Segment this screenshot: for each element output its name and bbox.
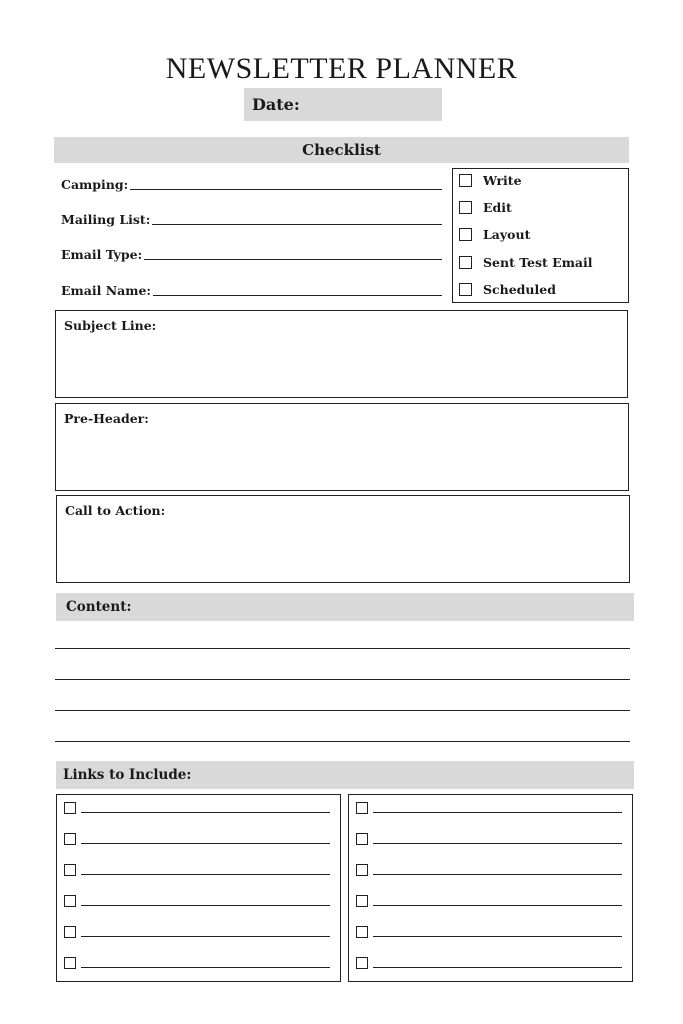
checkbox-icon[interactable]	[64, 926, 76, 938]
page-title: NEWSLETTER PLANNER	[165, 52, 518, 85]
link-row[interactable]	[356, 862, 622, 876]
link-line[interactable]	[373, 874, 622, 875]
subject-line-box[interactable]	[55, 310, 628, 398]
content-line[interactable]	[55, 710, 630, 711]
checklist-item-label: Layout	[483, 227, 531, 242]
checkbox-icon[interactable]	[64, 833, 76, 845]
mailing-list-field[interactable]	[61, 207, 442, 227]
checkbox-icon[interactable]	[356, 802, 368, 814]
checkbox-icon[interactable]	[356, 957, 368, 969]
checkbox-icon[interactable]	[459, 256, 472, 269]
email-type-label: Email Type:	[61, 247, 143, 262]
link-line[interactable]	[81, 967, 330, 968]
email-name-label: Email Name:	[61, 283, 152, 298]
checklist-item-label: Scheduled	[483, 282, 556, 297]
link-row[interactable]	[64, 831, 330, 845]
email-type-line[interactable]	[144, 259, 442, 260]
checklist-header: Checklist	[54, 137, 629, 163]
camping-label: Camping:	[61, 177, 129, 192]
checklist-item-label: Write	[483, 173, 522, 188]
email-name-line[interactable]	[153, 295, 442, 296]
link-line[interactable]	[81, 905, 330, 906]
checkbox-icon[interactable]	[356, 864, 368, 876]
checkbox-icon[interactable]	[459, 201, 472, 214]
link-line[interactable]	[81, 843, 330, 844]
content-line[interactable]	[55, 648, 630, 649]
link-row[interactable]	[356, 893, 622, 907]
link-line[interactable]	[373, 905, 622, 906]
checkbox-icon[interactable]	[459, 283, 472, 296]
link-line[interactable]	[81, 874, 330, 875]
mailing-list-line[interactable]	[152, 224, 442, 225]
link-row[interactable]	[64, 924, 330, 938]
content-line[interactable]	[55, 741, 630, 742]
link-line[interactable]	[373, 812, 622, 813]
subject-line-label: Subject Line:	[64, 318, 157, 333]
checklist-item-label: Edit	[483, 200, 512, 215]
checklist-box	[452, 168, 629, 303]
link-line[interactable]	[373, 936, 622, 937]
checklist-item-write[interactable]	[459, 173, 522, 188]
links-header: Links to Include:	[56, 761, 634, 789]
link-line[interactable]	[81, 812, 330, 813]
link-row[interactable]	[64, 955, 330, 969]
email-type-field[interactable]	[61, 242, 442, 262]
link-line[interactable]	[81, 936, 330, 937]
date-field[interactable]: Date:	[244, 88, 442, 121]
checkbox-icon[interactable]	[64, 957, 76, 969]
pre-header-label: Pre-Header:	[64, 411, 149, 426]
checklist-item-sent-test-email[interactable]	[459, 255, 593, 270]
links-box-right	[348, 794, 633, 982]
checklist-item-edit[interactable]	[459, 200, 512, 215]
camping-line[interactable]	[130, 189, 442, 190]
checkbox-icon[interactable]	[64, 895, 76, 907]
link-row[interactable]	[64, 800, 330, 814]
checkbox-icon[interactable]	[64, 864, 76, 876]
link-row[interactable]	[356, 955, 622, 969]
links-box-left	[56, 794, 341, 982]
checklist-item-layout[interactable]	[459, 227, 530, 242]
mailing-list-label: Mailing List:	[61, 212, 151, 227]
call-to-action-label: Call to Action:	[65, 503, 166, 518]
email-name-field[interactable]	[61, 278, 442, 298]
checklist-item-label: Sent Test Email	[483, 255, 593, 270]
content-line[interactable]	[55, 679, 630, 680]
checkbox-icon[interactable]	[459, 174, 472, 187]
link-line[interactable]	[373, 967, 622, 968]
link-row[interactable]	[356, 924, 622, 938]
checkbox-icon[interactable]	[356, 926, 368, 938]
link-row[interactable]	[64, 893, 330, 907]
link-line[interactable]	[373, 843, 622, 844]
link-row[interactable]	[356, 800, 622, 814]
checkbox-icon[interactable]	[356, 833, 368, 845]
link-row[interactable]	[64, 862, 330, 876]
pre-header-box[interactable]	[55, 403, 629, 491]
checklist-item-scheduled[interactable]	[459, 282, 556, 297]
content-header: Content:	[56, 593, 634, 621]
checkbox-icon[interactable]	[459, 228, 472, 241]
link-row[interactable]	[356, 831, 622, 845]
checkbox-icon[interactable]	[356, 895, 368, 907]
call-to-action-box[interactable]	[56, 495, 630, 583]
camping-field[interactable]	[61, 172, 442, 192]
checkbox-icon[interactable]	[64, 802, 76, 814]
